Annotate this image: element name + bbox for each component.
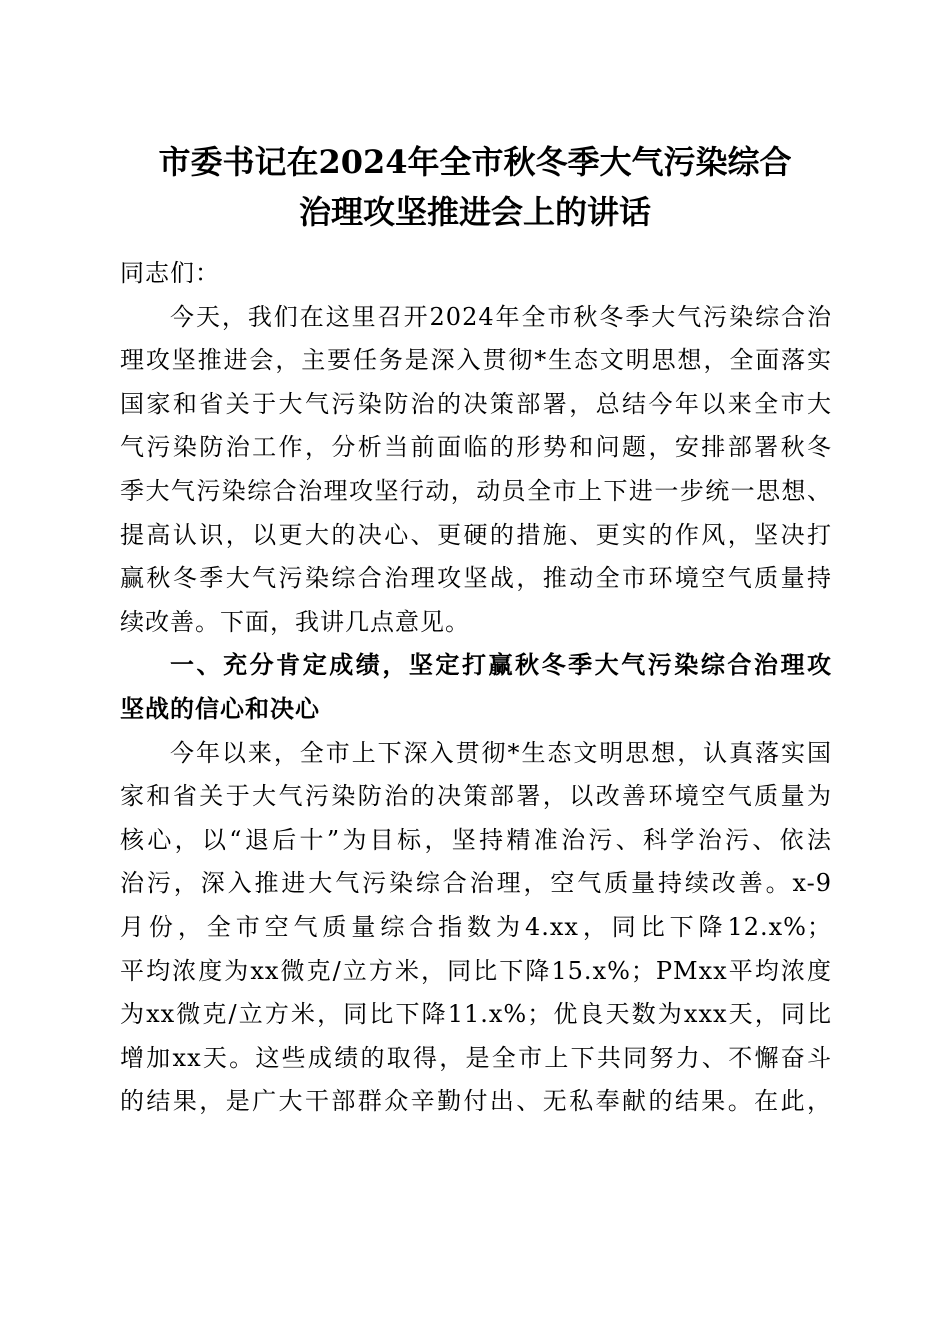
paragraph-line: 平均浓度为xx微克/立方米，同比下降15.x%；PMxx平均浓度	[120, 956, 832, 985]
paragraph-line: 提高认识，以更大的决心、更硬的措施、更实的作风，坚决打	[120, 520, 832, 549]
section-heading-1	[120, 644, 832, 731]
paragraph-line: 季大气污染综合治理攻坚行动，动员全市上下进一步统一思想、	[120, 476, 832, 505]
paragraph-line: 赢秋冬季大气污染综合治理攻坚战，推动全市环境空气质量持	[120, 564, 832, 593]
paragraph-line: 核心，以“退后十”为目标，坚持精准治污、科学治污、依法	[120, 825, 832, 854]
document-body	[120, 252, 832, 1124]
salutation: 同志们：	[120, 259, 220, 287]
title-line: 市委书记在2024年全市秋冬季大气污染综合	[158, 143, 792, 181]
paragraph-line: 月份，全市空气质量综合指数为4.xx，同比下降12.x%；	[120, 912, 832, 941]
paragraph-line: 治污，深入推进大气污染综合治理，空气质量持续改善。x-9	[120, 869, 832, 898]
paragraph-achievements	[120, 732, 832, 1124]
title-line: 治理攻坚推进会上的讲话	[298, 193, 651, 231]
document-title	[0, 137, 950, 237]
paragraph-line: 增加xx天。这些成绩的取得，是全市上下共同努力、不懈奋斗	[120, 1043, 832, 1072]
paragraph-line: 今天，我们在这里召开2024年全市秋冬季大气污染综合治	[170, 302, 832, 331]
paragraph-line: 续改善。下面，我讲几点意见。	[120, 607, 470, 636]
paragraph-line: 今年以来，全市上下深入贯彻*生态文明思想，认真落实国	[170, 738, 832, 767]
heading-line: 一、充分肯定成绩，坚定打赢秋冬季大气污染综合治理攻	[170, 651, 832, 680]
paragraph-line: 家和省关于大气污染防治的决策部署，以改善环境空气质量为	[120, 782, 832, 811]
heading-line: 坚战的信心和决心	[120, 694, 320, 723]
paragraph-line: 的结果，是广大干部群众辛勤付出、无私奉献的结果。在此，	[120, 1087, 832, 1116]
paragraph-line: 气污染防治工作，分析当前面临的形势和问题，安排部署秋冬	[120, 433, 832, 462]
paragraph-line: 理攻坚推进会，主要任务是深入贯彻*生态文明思想，全面落实	[120, 346, 832, 375]
paragraph-intro	[120, 296, 832, 645]
paragraph-line: 为xx微克/立方米，同比下降11.x%；优良天数为xxx天，同比	[120, 1000, 832, 1029]
paragraph-line: 国家和省关于大气污染防治的决策部署，总结今年以来全市大	[120, 389, 832, 418]
